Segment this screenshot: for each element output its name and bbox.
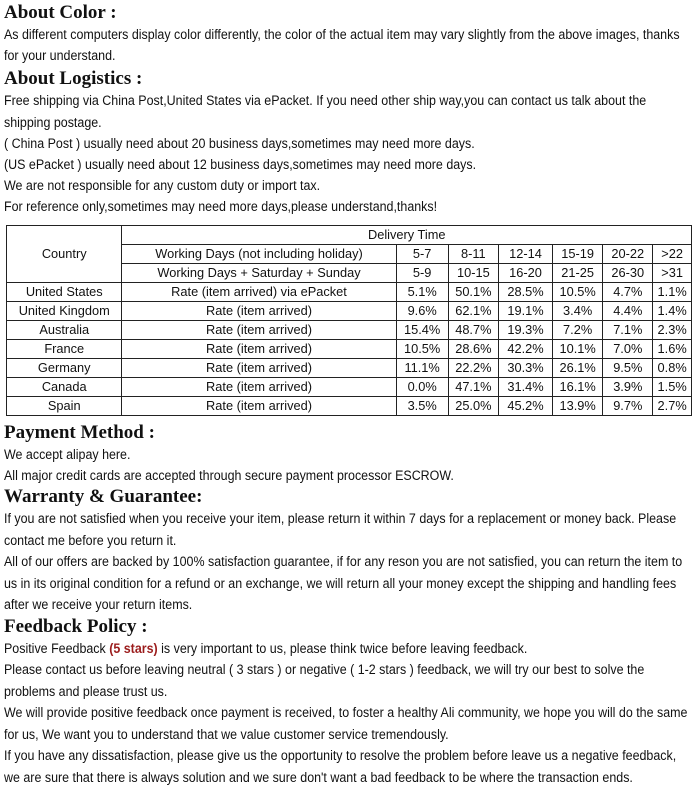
country-cell: United Kingdom	[7, 301, 122, 320]
rate-cell: 10.5%	[552, 282, 602, 301]
feedback-line: We will provide positive feedback once payment is received, to foster a healthy Ali community, we hope you will do the same for us, We want you to understand that we value customer service tremendously.	[4, 705, 688, 742]
rate-cell: 26.1%	[552, 358, 602, 377]
rate-cell: 4.7%	[603, 282, 653, 301]
feedback-line-suffix: is very important to us, please think twice before leaving feedback.	[157, 640, 528, 656]
warranty-heading: Warranty & Guarantee:	[4, 486, 203, 508]
table-header-row	[7, 225, 692, 244]
rate-cell: 48.7%	[448, 320, 498, 339]
logistics-line: Free shipping via China Post,United States via ePacket. If you need other ship way,you can contact us talk about the shipping postage.	[4, 93, 647, 130]
working-days-cell: >22	[653, 244, 692, 263]
calendar-days-cell: 26-30	[603, 263, 653, 282]
delivery-time-header: Delivery Time	[122, 225, 692, 244]
logistics-line: ( China Post ) usually need about 20 business days,sometimes may need more days.	[4, 135, 475, 151]
rate-cell: 25.0%	[448, 396, 498, 415]
rate-cell: 1.4%	[653, 301, 692, 320]
working-days-cell: 15-19	[552, 244, 602, 263]
rate-cell: 9.5%	[603, 358, 653, 377]
rate-cell: 28.6%	[448, 339, 498, 358]
rate-label-cell: Rate (item arrived)	[122, 301, 396, 320]
rate-cell: 9.7%	[603, 396, 653, 415]
country-cell: Spain	[7, 396, 122, 415]
warranty-section	[4, 486, 694, 616]
rate-cell: 7.1%	[603, 320, 653, 339]
rate-cell: 50.1%	[448, 282, 498, 301]
table-row	[7, 377, 692, 396]
rate-cell: 28.5%	[499, 282, 553, 301]
calendar-days-cell: 16-20	[499, 263, 553, 282]
about-logistics-section	[4, 68, 694, 217]
rate-cell: 11.1%	[396, 358, 448, 377]
logistics-line: (US ePacket ) usually need about 12 business days,sometimes may need more days.	[4, 157, 477, 173]
rate-label-cell: Rate (item arrived)	[122, 320, 396, 339]
calendar-days-cell: 5-9	[396, 263, 448, 282]
payment-line: We accept alipay here.	[4, 446, 131, 462]
table-row	[7, 320, 692, 339]
rate-label-cell: Rate (item arrived)	[122, 377, 396, 396]
logistics-line: For reference only,sometimes may need more days,please understand,thanks!	[4, 199, 438, 215]
rate-cell: 19.3%	[499, 320, 553, 339]
rate-cell: 4.4%	[603, 301, 653, 320]
calendar-days-label: Working Days + Saturday + Sunday	[122, 263, 396, 282]
rate-cell: 5.1%	[396, 282, 448, 301]
about-logistics-heading: About Logistics :	[4, 68, 143, 90]
feedback-policy-heading: Feedback Policy :	[4, 615, 148, 637]
rate-cell: 10.5%	[396, 339, 448, 358]
working-days-cell: 20-22	[603, 244, 653, 263]
calendar-days-cell: 10-15	[448, 263, 498, 282]
payment-method-heading: Payment Method :	[4, 421, 155, 443]
rate-cell: 22.2%	[448, 358, 498, 377]
about-color-section	[4, 2, 694, 66]
five-stars-highlight: (5 stars)	[109, 640, 158, 656]
warranty-line: If you are not satisfied when you receive your item, please return it within 7 days for a replacement or money back. Please contact me before you return it.	[4, 511, 677, 548]
logistics-line: We are not responsible for any custom duty or import tax.	[4, 178, 321, 194]
rate-cell: 15.4%	[396, 320, 448, 339]
rate-cell: 0.8%	[653, 358, 692, 377]
rate-cell: 7.0%	[603, 339, 653, 358]
rate-cell: 47.1%	[448, 377, 498, 396]
table-row	[7, 301, 692, 320]
delivery-time-table	[6, 225, 692, 416]
payment-line: All major credit cards are accepted through secure payment processor ESCROW.	[4, 467, 454, 483]
rate-cell: 2.3%	[653, 320, 692, 339]
feedback-line: If you have any dissatisfaction, please give us the opportunity to resolve the problem before leave us a negative feedback, we are sure that there is always solution and we sure don't want a bad feedback to be where the transaction ends.	[4, 748, 677, 785]
feedback-policy-section	[4, 616, 694, 789]
table-row	[7, 282, 692, 301]
table-row	[7, 396, 692, 415]
feedback-line	[4, 638, 692, 660]
rate-cell: 45.2%	[499, 396, 553, 415]
rate-cell: 1.6%	[653, 339, 692, 358]
calendar-days-cell: >31	[653, 263, 692, 282]
country-cell: United States	[7, 282, 122, 301]
rate-cell: 16.1%	[552, 377, 602, 396]
working-days-cell: 12-14	[499, 244, 553, 263]
rate-cell: 19.1%	[499, 301, 553, 320]
about-color-text: As different computers display color differently, the color of the actual item may vary slightly from the above images, thanks for your understand.	[4, 27, 680, 64]
rate-cell: 31.4%	[499, 377, 553, 396]
country-cell: Australia	[7, 320, 122, 339]
feedback-line: Please contact us before leaving neutral ( 3 stars ) or negative ( 1-2 stars ) feedback, we will try our best to solve the problems and please trust us.	[4, 662, 645, 699]
feedback-line-prefix: Positive Feedback	[4, 640, 110, 656]
rate-cell: 7.2%	[552, 320, 602, 339]
table-row	[7, 339, 692, 358]
rate-cell: 2.7%	[653, 396, 692, 415]
rate-cell: 42.2%	[499, 339, 553, 358]
rate-label-cell: Rate (item arrived) via ePacket	[122, 282, 396, 301]
calendar-days-cell: 21-25	[552, 263, 602, 282]
rate-cell: 3.5%	[396, 396, 448, 415]
rate-cell: 1.1%	[653, 282, 692, 301]
rate-cell: 30.3%	[499, 358, 553, 377]
working-days-label: Working Days (not including holiday)	[122, 244, 396, 263]
product-policy-document	[4, 2, 694, 788]
working-days-cell: 5-7	[396, 244, 448, 263]
rate-cell: 13.9%	[552, 396, 602, 415]
rate-cell: 0.0%	[396, 377, 448, 396]
warranty-line: All of our offers are backed by 100% satisfaction guarantee, if for any reson you are not satisfied, you can return the item to us in its original condition for a refund or an exchange, we will return all your money except the shipping and handling fees after we receive your return items.	[4, 554, 683, 613]
rate-cell: 3.4%	[552, 301, 602, 320]
country-cell: Canada	[7, 377, 122, 396]
country-cell: France	[7, 339, 122, 358]
working-days-cell: 8-11	[448, 244, 498, 263]
rate-cell: 62.1%	[448, 301, 498, 320]
country-header: Country	[7, 225, 122, 282]
payment-method-section	[4, 422, 694, 486]
table-row	[7, 358, 692, 377]
country-cell: Germany	[7, 358, 122, 377]
rate-cell: 1.5%	[653, 377, 692, 396]
rate-label-cell: Rate (item arrived)	[122, 339, 396, 358]
rate-cell: 9.6%	[396, 301, 448, 320]
rate-label-cell: Rate (item arrived)	[122, 358, 396, 377]
rate-cell: 10.1%	[552, 339, 602, 358]
rate-label-cell: Rate (item arrived)	[122, 396, 396, 415]
rate-cell: 3.9%	[603, 377, 653, 396]
about-color-heading: About Color :	[4, 2, 117, 23]
